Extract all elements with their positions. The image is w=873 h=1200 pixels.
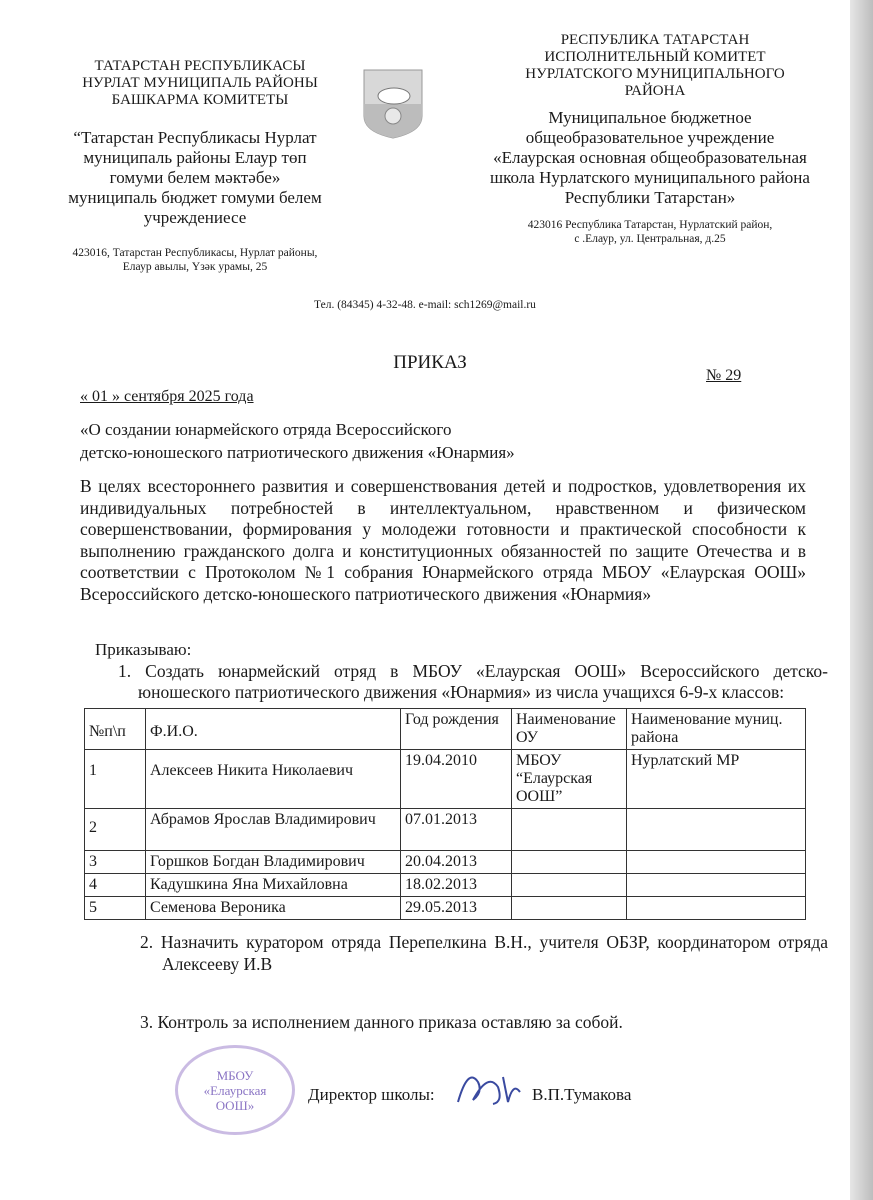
school-stamp <box>175 1045 295 1135</box>
cell: 2 <box>85 809 146 851</box>
text-line: «О создании юнармейского отряда Всероссийского <box>80 420 452 439</box>
cell: Нурлатский МР <box>627 750 806 809</box>
cell: 1 <box>85 750 146 809</box>
table-row <box>85 874 806 897</box>
table-row <box>85 851 806 874</box>
text-line: с .Елаур, ул. Центральная, д.25 <box>574 233 726 245</box>
header-cell: Ф.И.О. <box>146 709 401 750</box>
cell: 4 <box>85 874 146 897</box>
cell: Кадушкина Яна Михайловна <box>146 874 401 897</box>
signature-role: Директор школы: <box>308 1085 435 1104</box>
cell: Семенова Вероника <box>146 897 401 920</box>
cell: 07.01.2013 <box>401 809 512 851</box>
header-cell: №п\п <box>85 709 146 750</box>
cell <box>627 809 806 851</box>
text-line: Республики Татарстан» <box>564 188 736 207</box>
preamble-paragraph: В целях всестороннего развития и совершенствования детей и подростков, удовлетворения их индивидуальных потребностей в интеллектуальном, нравственном и физическом совершенствовании, формирования у молодежи готовности и практической способности к выполнению гражданского долга и конституционных обязанностей по защите Отечества и в соответствии с Протоколом №1 собрания Юнармейского отряда МБОУ «Елаурская ООШ» Всероссийского детско-юношеского патриотического движения «Юнармия» <box>80 476 806 604</box>
cell <box>512 809 627 851</box>
order-item-3: 3. Контроль за исполнением данного приказа оставляю за собой. <box>140 1012 623 1032</box>
order-word: Приказываю: <box>95 640 192 659</box>
header-left-org <box>45 128 345 228</box>
stamp-text: МБОУ «Елаурская ООШ» <box>203 1067 267 1113</box>
text-line: ТАТАРСТАН РЕСПУБЛИКАСЫ <box>94 58 306 74</box>
header-cell: Наименование ОУ <box>512 709 627 750</box>
cell: 3 <box>85 851 146 874</box>
order-item-2: 2. Назначить куратором отряда Перепелкина В.Н., учителя ОБЗР, координатором отряда Алексееву И.В <box>140 932 828 974</box>
text-line: РЕСПУБЛИКА ТАТАРСТАН <box>560 32 750 48</box>
header-right-authority <box>500 32 810 100</box>
cell <box>512 851 627 874</box>
cell: Абрамов Ярослав Владимирович <box>146 809 401 851</box>
text-line: 423016 Республика Татарстан, Нурлатский район, <box>527 219 773 231</box>
cell <box>512 897 627 920</box>
order-subject <box>80 418 515 464</box>
text-line: БАШКАРМА КОМИТЕТЫ <box>111 92 289 108</box>
text-line: НУРЛАТСКОГО МУНИЦИПАЛЬНОГО РАЙОНА <box>525 66 785 99</box>
table-row <box>85 897 806 920</box>
text-line: 423016, Татарстан Республикасы, Нурлат районы, <box>72 247 318 259</box>
header-left-authority <box>55 58 345 109</box>
table-header-row <box>85 709 806 750</box>
text-line: Муниципальное бюджетное <box>548 108 752 127</box>
text-line: общеобразовательное учреждение <box>525 128 775 147</box>
order-date: « 01 » сентября 2025 года <box>80 388 254 405</box>
table-row <box>85 750 806 809</box>
cell <box>512 874 627 897</box>
header-cell: Год рождения <box>401 709 512 750</box>
text-line: НУРЛАТ МУНИЦИПАЛЬ РАЙОНЫ <box>82 75 318 91</box>
cell <box>627 897 806 920</box>
text-line: «Елаурская основная общеобразовательная <box>493 148 807 167</box>
text-line: учреждениесе <box>143 208 247 227</box>
signature-name: В.П.Тумакова <box>532 1085 632 1104</box>
contact-line: Тел. (84345) 4-32-48. e-mail: sch1269@mail.ru <box>314 299 536 311</box>
cell: 5 <box>85 897 146 920</box>
cell <box>627 874 806 897</box>
cell: Горшков Богдан Владимирович <box>146 851 401 874</box>
text-line: “Татарстан Республикасы Нурлат <box>73 128 317 147</box>
text-line: гомуми белем мәктәбе» <box>109 168 281 187</box>
order-number: № 29 <box>706 367 742 384</box>
header-right-org <box>470 108 830 208</box>
cell: 29.05.2013 <box>401 897 512 920</box>
text-line: школа Нурлатского муниципального района <box>490 168 810 187</box>
text-line: детско-юношеского патриотического движения «Юнармия» <box>80 443 515 462</box>
document-title: ПРИКАЗ <box>393 352 467 373</box>
cell: 18.02.2013 <box>401 874 512 897</box>
text-line: муниципаль бюджет гомуми белем <box>68 188 322 207</box>
cell <box>627 851 806 874</box>
cadets-table <box>84 708 806 920</box>
cell: 19.04.2010 <box>401 750 512 809</box>
text-line: муниципаль районы Елаур төп <box>83 148 307 167</box>
coat-of-arms-emblem <box>362 68 424 140</box>
cell: МБОУ “Елаурская ООШ” <box>512 750 627 809</box>
cell: Алексеев Никита Николаевич <box>146 750 401 809</box>
scan-edge <box>850 0 873 1200</box>
table-row <box>85 809 806 851</box>
header-right-address <box>500 218 800 246</box>
order-item-1: 1. Создать юнармейский отряд в МБОУ «Елаурская ООШ» Всероссийского детско-юношеского патриотического движения «Юнармия» из числа учащихся 6-9-х классов: <box>118 661 828 702</box>
handwritten-signature <box>448 1062 528 1112</box>
header-left-address <box>55 246 335 274</box>
cell: 20.04.2013 <box>401 851 512 874</box>
text-line: Елаур авылы, Үзәк урамы, 25 <box>122 261 268 273</box>
text-line: ИСПОЛНИТЕЛЬНЫЙ КОМИТЕТ <box>544 49 766 65</box>
header-cell: Наименование муниц. района <box>627 709 806 750</box>
